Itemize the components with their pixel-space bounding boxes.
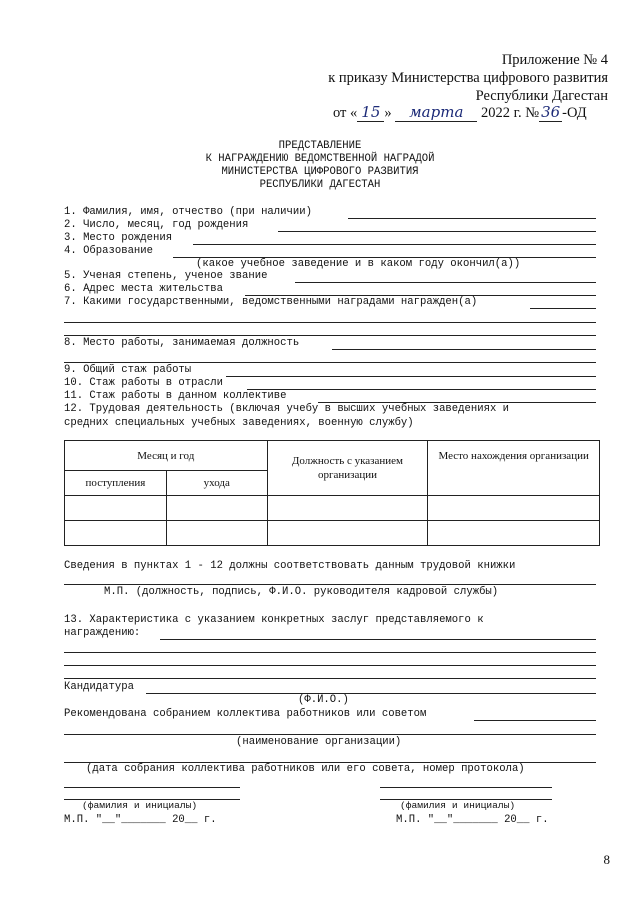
- mp-date-right: М.П. "__"_______ 20__ г.: [396, 814, 549, 826]
- table-cell[interactable]: [65, 496, 167, 521]
- table-header-position: Должность с указанием организации: [267, 441, 428, 496]
- field-2-label: 2. Число, месяц, год рождения: [64, 219, 249, 231]
- table-cell[interactable]: [428, 496, 600, 521]
- field-10-label: 10. Стаж работы в отрасли: [64, 377, 223, 389]
- table-row: [65, 521, 600, 546]
- table-header-location: Место нахождения организации: [428, 441, 600, 496]
- field-6-label: 6. Адрес места жительства: [64, 283, 223, 295]
- field-13-label-cont: награждению:: [64, 627, 141, 639]
- field-5-input[interactable]: [295, 282, 596, 283]
- field-9-label: 9. Общий стаж работы: [64, 364, 192, 376]
- field-11-label: 11. Стаж работы в данном коллективе: [64, 390, 287, 402]
- organization-line[interactable]: [64, 734, 596, 735]
- order-suffix: -ОД: [562, 105, 587, 121]
- table-cell[interactable]: [267, 496, 428, 521]
- field-4-label: 4. Образование: [64, 245, 154, 257]
- date-month: марта: [395, 103, 477, 122]
- doc-title-3: МИНИСТЕРСТВА ЦИФРОВОГО РАЗВИТИЯ: [221, 166, 419, 178]
- organization-hint: (наименование организации): [236, 736, 402, 748]
- date-year: 2022 г. №: [481, 105, 540, 121]
- field-1-label: 1. Фамилия, имя, отчество (при наличии): [64, 206, 312, 218]
- page-number: 8: [603, 852, 610, 867]
- signature-left-hint: (фамилия и инициалы): [82, 800, 198, 811]
- republic-line: Республики Дагестан: [475, 88, 608, 104]
- field-12-label-cont: средних специальных учебных заведениях, военную службу): [64, 417, 414, 429]
- date-day: 15: [357, 103, 384, 122]
- order-date-line: [333, 103, 587, 122]
- field-4-hint: (какое учебное заведение и в каком году окончил(а)): [196, 258, 521, 270]
- doc-title-4: РЕСПУБЛИКИ ДАГЕСТАН: [259, 179, 381, 191]
- field-12-label: 12. Трудовая деятельность (включая учебу в высших учебных заведениях и: [64, 403, 510, 415]
- signature-right-hint: (фамилия и инициалы): [400, 800, 516, 811]
- candidacy-input[interactable]: [146, 693, 596, 694]
- mp-date-left: М.П. "__"_______ 20__ г.: [64, 814, 217, 826]
- table-subheader-entry: поступления: [65, 471, 167, 496]
- field-2-input[interactable]: [278, 231, 596, 232]
- mp-hr-hint: М.П. (должность, подпись, Ф.И.О. руководителя кадровой службы): [104, 586, 499, 598]
- meeting-hint: (дата собрания коллектива работников или его совета, номер протокола): [86, 763, 525, 775]
- field-8-label: 8. Место работы, занимаемая должность: [64, 337, 300, 349]
- field-8-input[interactable]: [332, 349, 596, 350]
- field-5-label: 5. Ученая степень, ученое звание: [64, 270, 268, 282]
- doc-title-2: К НАГРАЖДЕНИЮ ВЕДОМСТВЕННОЙ НАГРАДОЙ: [205, 153, 435, 165]
- table-cell[interactable]: [267, 521, 428, 546]
- date-quote-close: »: [384, 105, 392, 121]
- hr-signature-line[interactable]: [64, 584, 596, 585]
- field-7-line-3[interactable]: [64, 335, 596, 336]
- field-13-line-4[interactable]: [64, 678, 596, 679]
- table-row: [65, 496, 600, 521]
- field-7-label: 7. Какими государственными, ведомственными наградами награжден(а): [64, 296, 478, 308]
- candidacy-label: Кандидатура: [64, 681, 134, 693]
- table-header-month-year: Месяц и год: [65, 441, 268, 471]
- order-number: 36: [541, 103, 561, 121]
- field-7-input[interactable]: [530, 308, 596, 309]
- info-note: Сведения в пунктах 1 - 12 должны соответствовать данным трудовой книжки: [64, 560, 516, 572]
- field-13-line-2[interactable]: [64, 652, 596, 653]
- signature-right-line[interactable]: [380, 787, 552, 788]
- doc-title-1: ПРЕДСТАВЛЕНИЕ: [278, 140, 362, 152]
- field-1-input[interactable]: [348, 218, 596, 219]
- signature-left-line[interactable]: [64, 787, 240, 788]
- table-cell[interactable]: [65, 521, 167, 546]
- table-cell[interactable]: [166, 521, 267, 546]
- field-3-input[interactable]: [193, 244, 596, 245]
- field-8-line-2[interactable]: [64, 362, 596, 363]
- table-cell[interactable]: [166, 496, 267, 521]
- field-13-label: 13. Характеристика с указанием конкретных заслуг представляемого к: [64, 614, 484, 626]
- table-cell[interactable]: [428, 521, 600, 546]
- field-10-input[interactable]: [247, 389, 596, 390]
- recommended-label: Рекомендована собранием коллектива работников или советом: [64, 708, 427, 720]
- recommended-input[interactable]: [474, 720, 596, 721]
- field-13-line-3[interactable]: [64, 665, 596, 666]
- field-13-input[interactable]: [160, 639, 596, 640]
- appendix-label: Приложение № 4: [501, 52, 608, 68]
- field-9-input[interactable]: [226, 376, 596, 377]
- work-history-table: [64, 440, 600, 546]
- order-line: к приказу Министерства цифрового развития: [328, 70, 608, 86]
- table-subheader-exit: ухода: [166, 471, 267, 496]
- fio-hint: (Ф.И.О.): [298, 694, 349, 706]
- date-prefix: от «: [333, 105, 358, 121]
- field-3-label: 3. Место рождения: [64, 232, 173, 244]
- field-7-line-2[interactable]: [64, 322, 596, 323]
